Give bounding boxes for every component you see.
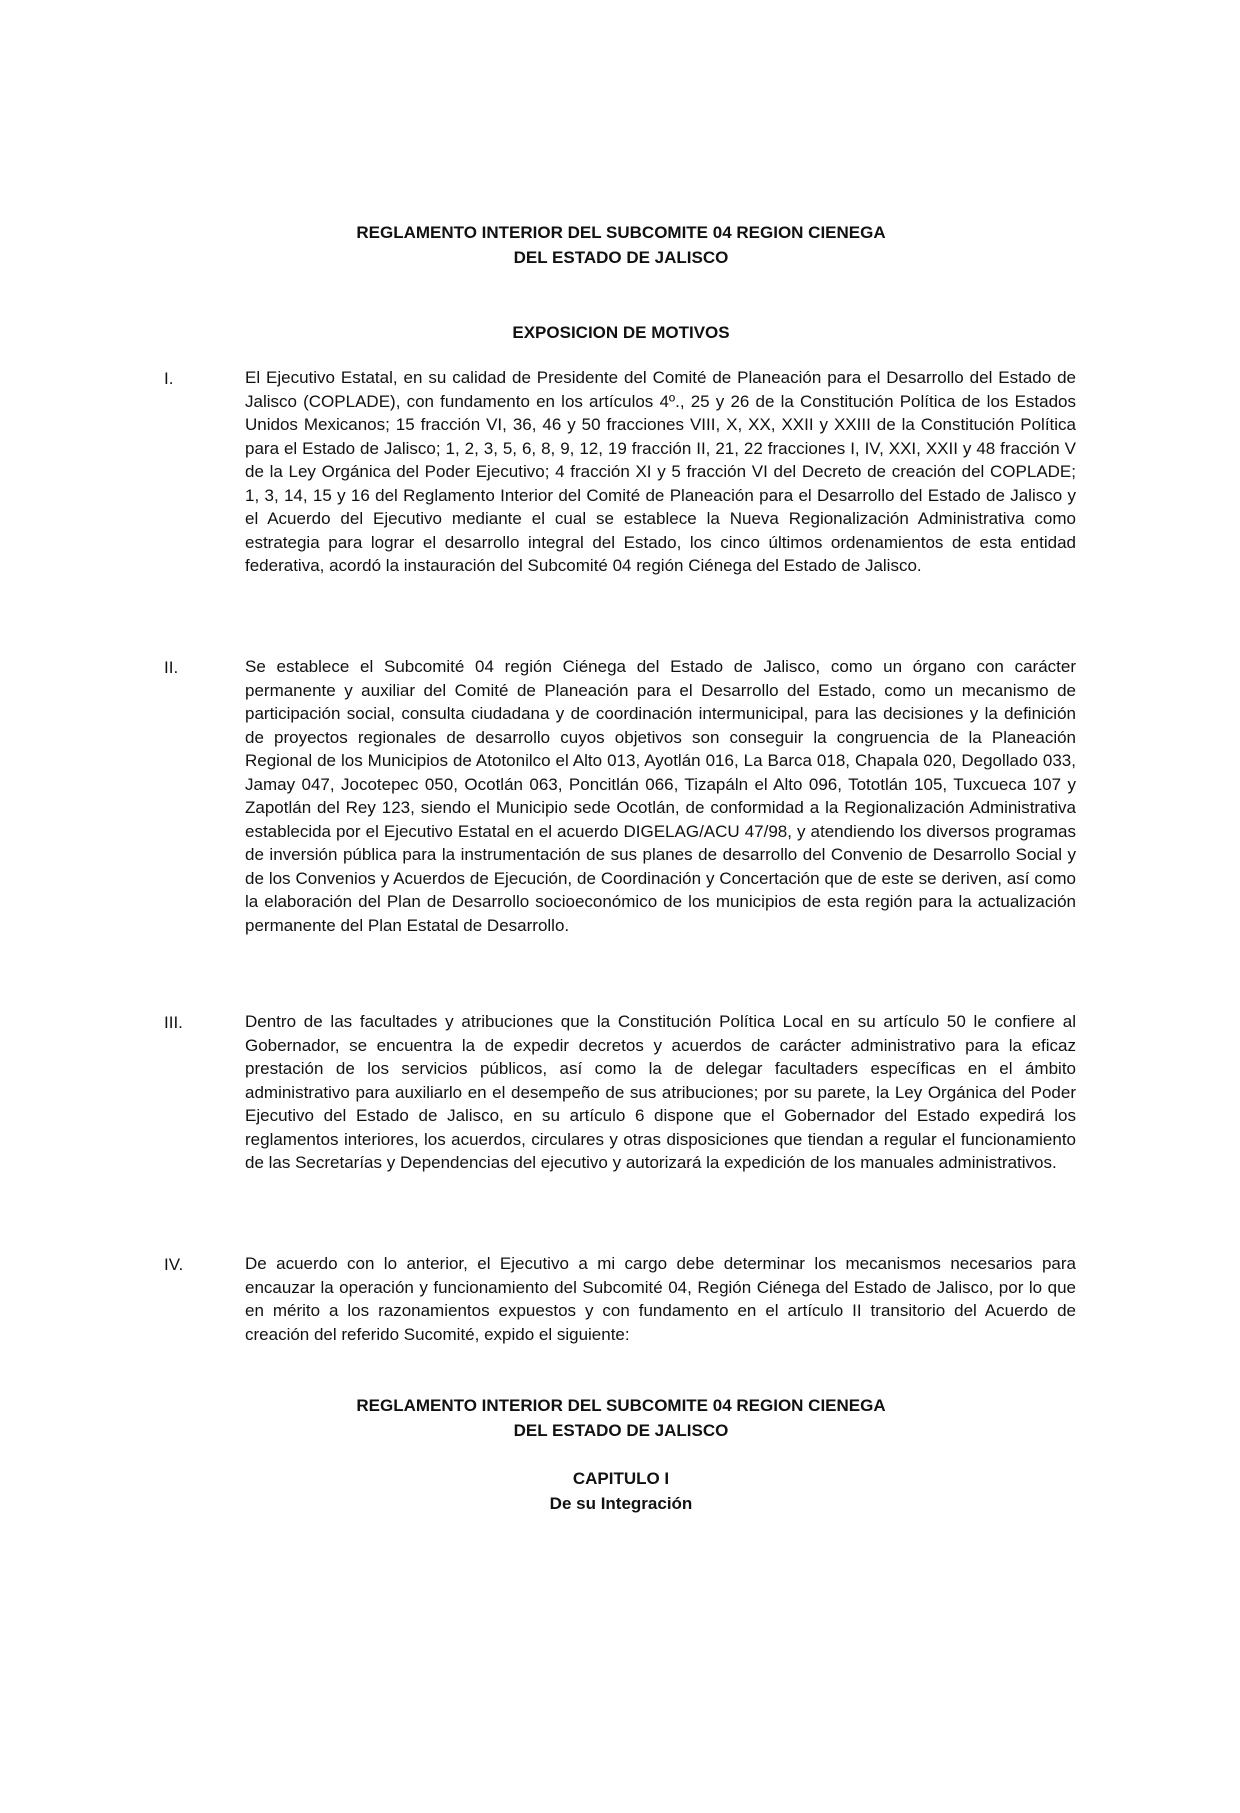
chapter-heading (246, 1466, 996, 1516)
clause-number: IV. (164, 1255, 184, 1274)
document-title (246, 220, 996, 270)
document-title-line-2: DEL ESTADO DE JALISCO (513, 248, 729, 267)
regulation-title-line-1: REGLAMENTO INTERIOR DEL SUBCOMITE 04 REGION CIENEGA (356, 1396, 886, 1415)
clause-text: De acuerdo con lo anterior, el Ejecutivo a mi cargo debe determinar los mecanismos necesarios para encauzar la operación y funcionamiento del Subcomité 04, Región Ciénega del Estado de Jalisco, por lo que en mérito a los razonamientos expuestos y con fundamento en el artículo II transitorio del Acuerdo de creación del referido Sucomité, expido el siguiente: (245, 1254, 1076, 1344)
clause-text: Dentro de las facultades y atribuciones que la Constitución Política Local en su artículo 50 le confiere al Gobernador, se encuentra la de expedir decretos y acuerdos de carácter administrativo para la eficaz prestación de los servicios públicos, así como la de delegar facultaders específicas en el ámbito administrativo para auxiliarlo en el desempeño de sus atribuciones; por su parete, la Ley Orgánica del Poder Ejecutivo del Estado de Jalisco, en su artículo 6 dispone que el Gobernador del Estado expedirá los reglamentos interiores, los acuerdos, circulares y otras disposiciones que tiendan a regular el funcionamiento de las Secretarías y Dependencias del ejecutivo y autorizará la expedición de los manuales administrativos. (245, 1012, 1076, 1172)
regulation-title-line-2: DEL ESTADO DE JALISCO (513, 1421, 729, 1440)
chapter-subtitle: De su Integración (549, 1494, 693, 1513)
clause-number: II. (164, 658, 179, 677)
chapter-label: CAPITULO I (572, 1469, 670, 1488)
clause-number: III. (164, 1013, 183, 1032)
regulation-title (246, 1393, 996, 1443)
clause-text: Se establece el Subcomité 04 región Ciénega del Estado de Jalisco, como un órgano con carácter permanente y auxiliar del Comité de Planeación para el Desarrollo del Estado, como un mecanismo de participación social, consulta ciudadana y de coordinación intermunicipal, para las decisiones y la definición de proyectos regionales de desarrollo cuyos objetivos son conseguir la congruencia de la Planeación Regional de los Municipios de Atotonilco el Alto 013, Ayotlán 016, La Barca 018, Chapala 020, Degollado 033, Jamay 047, Jocotepec 050, Ocotlán 063, Poncitlán 066, Tizapáln el Alto 096, Tototlán 105, Tuxcueca 107 y Zapotlán del Rey 123, siendo el Municipio sede Ocotlán, de conformidad a la Regionalización Administrativa establecida por el Ejecutivo Estatal en el acuerdo DIGELAG/ACU 47/98, y atendiendo los diversos programas de inversión pública para la instrumentación de sus planes de desarrollo del Convenio de Desarrollo Social y de los Convenios y Acuerdos de Ejecución, de Coordinación y Concertación que de este se deriven, así como la elaboración del Plan de Desarrollo socioeconómico de los municipios de esta región para la actualización permanente del Plan Estatal de Desarrollo. (245, 657, 1076, 935)
section-title: EXPOSICION DE MOTIVOS (512, 323, 730, 342)
clause-number: I. (164, 369, 174, 388)
clause-text: El Ejecutivo Estatal, en su calidad de Presidente del Comité de Planeación para el Desarrollo del Estado de Jalisco (COPLADE), con fundamento en los artículos 4º., 25 y 26 de la Constitución Política de los Estados Unidos Mexicanos; 15 fracción VI, 36, 46 y 50 fracciones VIII, X, XX, XXII y XXIII de la Constitución Política para el Estado de Jalisco; 1, 2, 3, 5, 6, 8, 9, 12, 19 fracción II, 21, 22 fracciones I, IV, XXI, XXII y 48 fracción V de la Ley Orgánica del Poder Ejecutivo; 4 fracción XI y 5 fracción VI del Decreto de creación del COPLADE; 1, 3, 14, 15 y 16 del Reglamento Interior del Comité de Planeación para el Desarrollo del Estado de Jalisco y el Acuerdo del Ejecutivo mediante el cual se establece la Nueva Regionalización Administrativa como estrategia para lograr el desarrollo integral del Estado, los cinco últimos ordenamientos de esta entidad federativa, acordó la instauración del Subcomité 04 región Ciénega del Estado de Jalisco. (245, 368, 1076, 575)
document-title-line-1: REGLAMENTO INTERIOR DEL SUBCOMITE 04 REGION CIENEGA (356, 223, 886, 242)
